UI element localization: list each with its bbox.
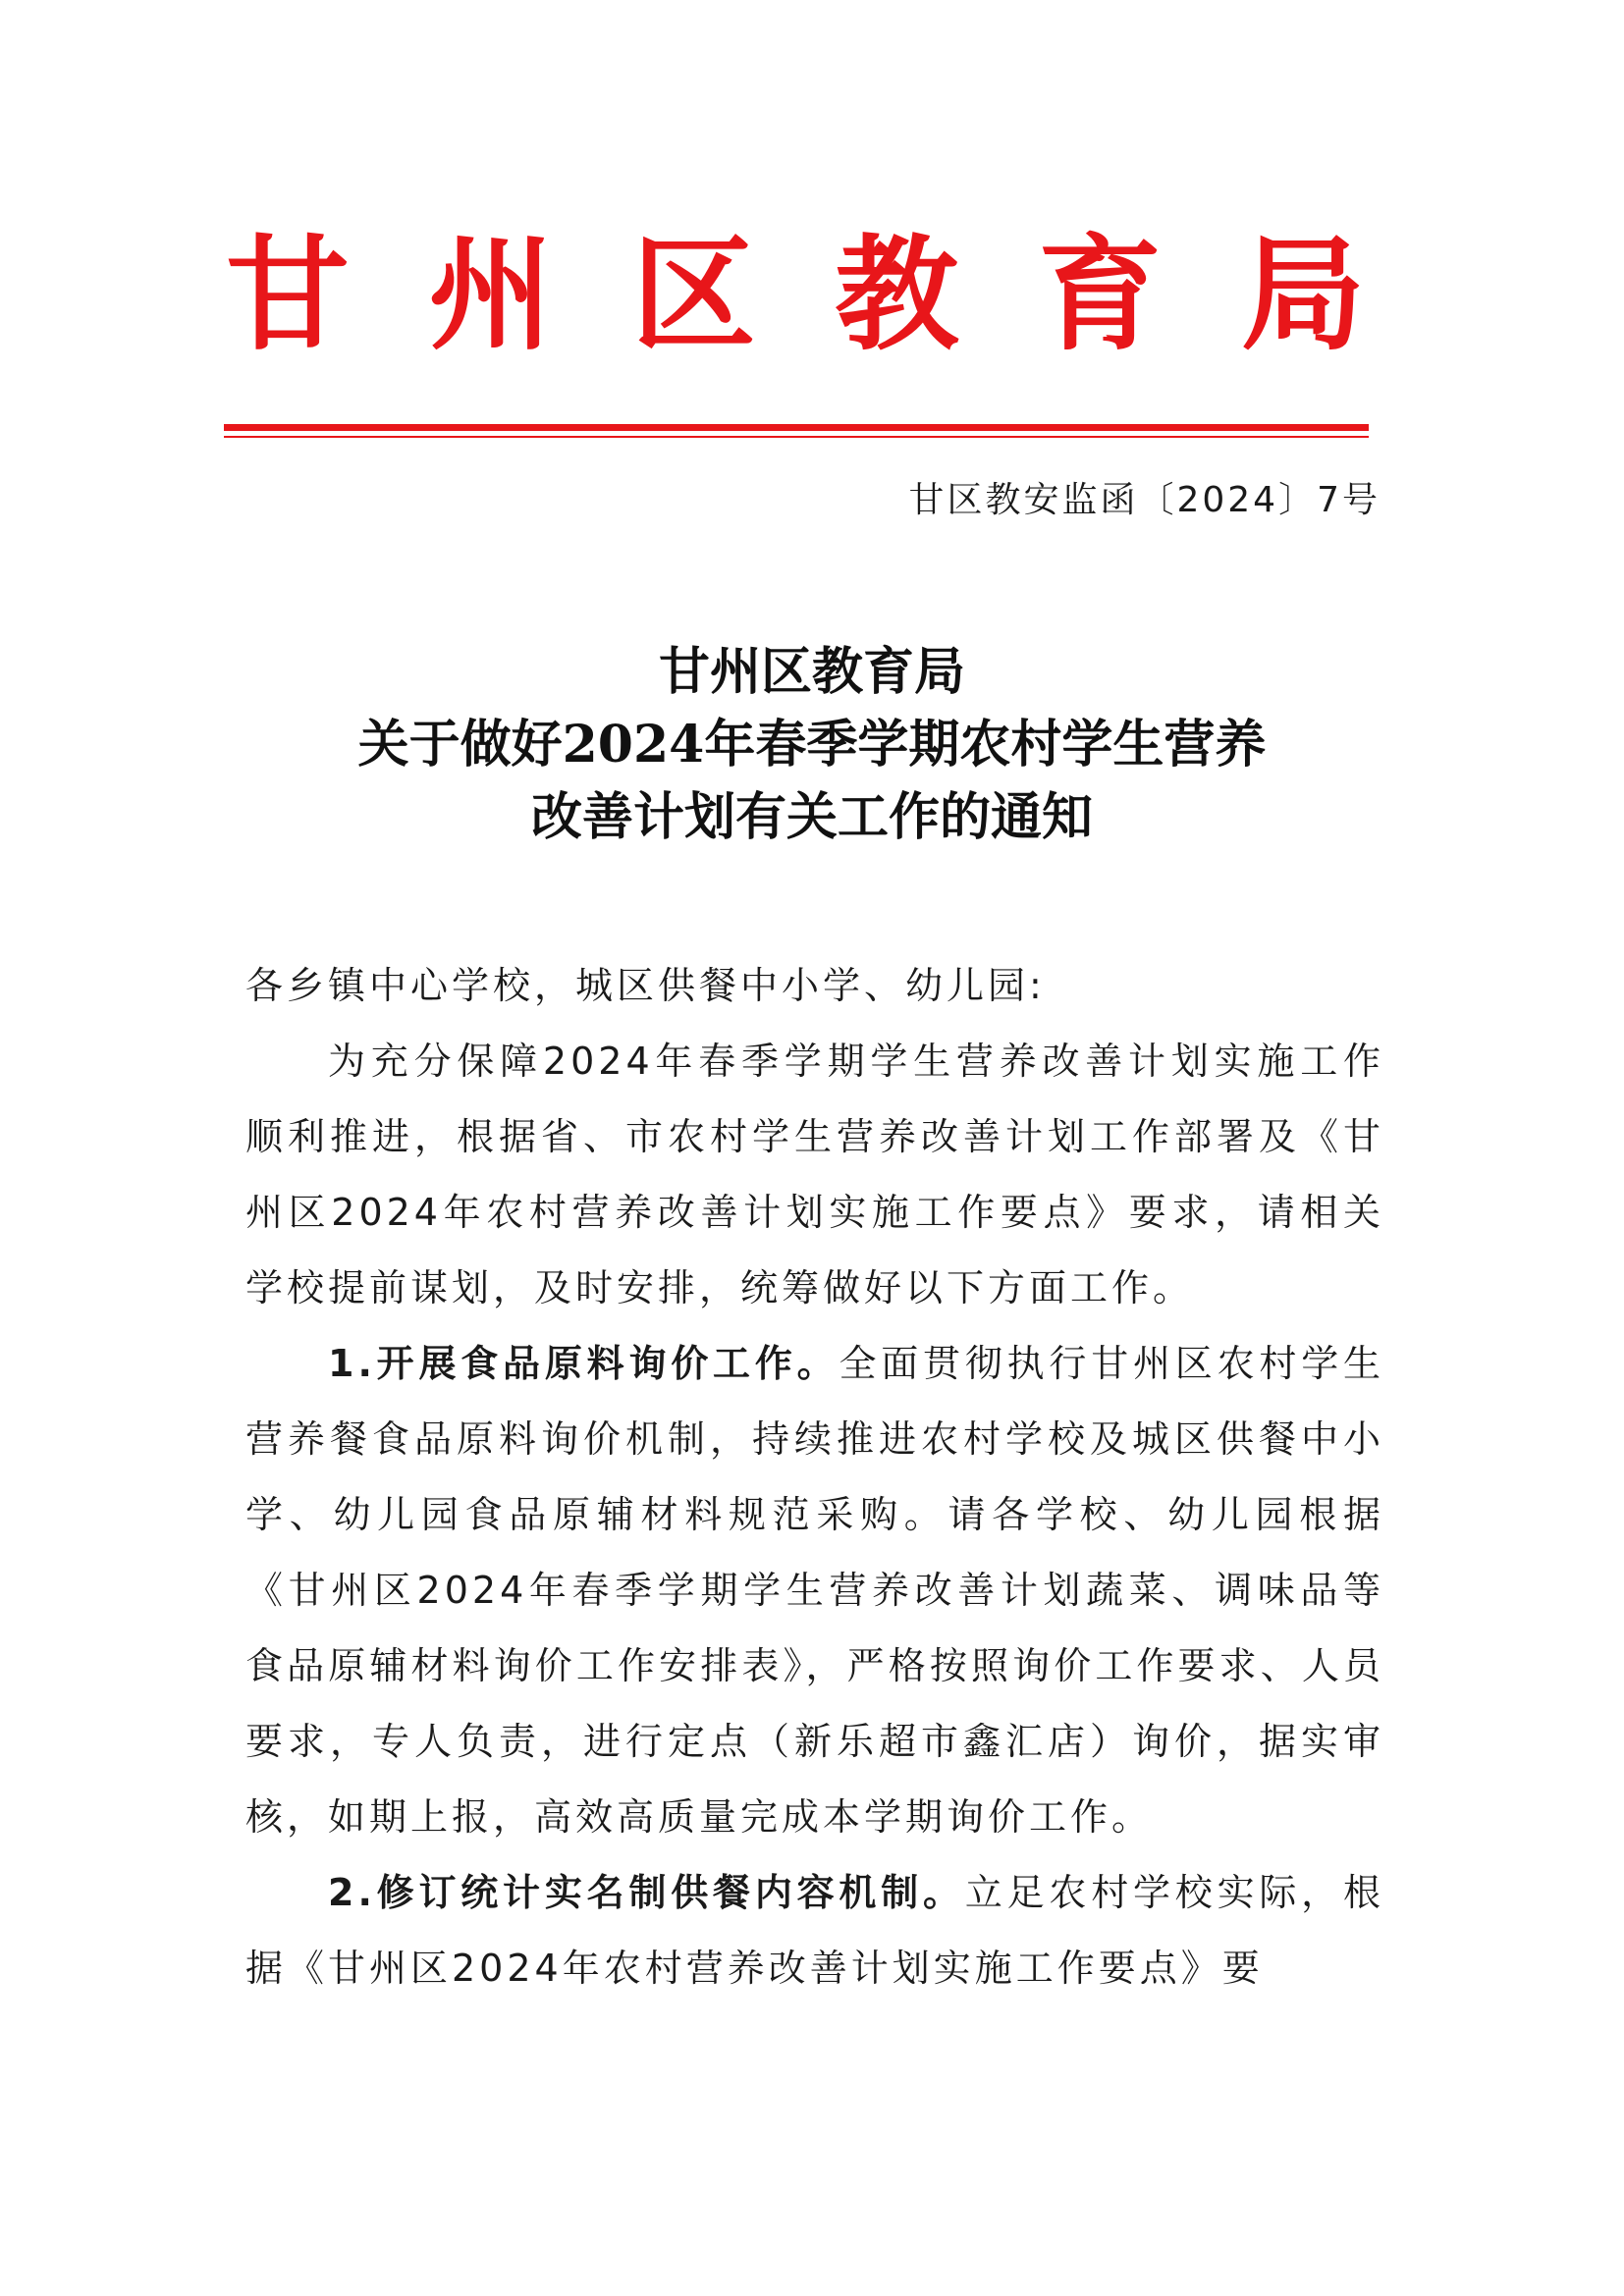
- document-number: 甘区教安监函〔2024〕7号: [908, 480, 1380, 520]
- title-line-3: 改善计划有关工作的通知: [530, 787, 1093, 847]
- masthead-char: 育: [1038, 222, 1163, 367]
- item-1-paragraph: [245, 1326, 1384, 1855]
- red-divider-thick: [224, 424, 1369, 431]
- masthead-char: 甘: [226, 222, 350, 367]
- masthead-char: 教: [835, 222, 959, 367]
- title-line-1: 甘州区教育局: [658, 642, 965, 702]
- masthead-char: 州: [428, 222, 553, 367]
- item-2-text: 立足农村学校实际，根据《甘州区2024年农村营养改善计划实施工作要点》要: [245, 1871, 1384, 1990]
- item-1-heading: 1.开展食品原料询价工作。: [328, 1342, 839, 1385]
- item-1-text: 全面贯彻执行甘州区农村学生营养餐食品原料询价机制，持续推进农村学校及城区供餐中小学、幼儿园食品原辅材料规范采购。请各学校、幼儿园根据《甘州区2024年春季学期学生营养改善计划蔬菜、调味品等食品原辅材料询价工作安排表》，严格按照询价工作要求、人员要求，专人负责，进行定点（新乐超市鑫汇店）询价，据实审核，如期上报，高效高质量完成本学期询价工作。: [245, 1342, 1384, 1839]
- red-divider: [224, 424, 1369, 438]
- item-2-paragraph: [245, 1855, 1384, 2006]
- masthead-title: [226, 221, 1365, 368]
- red-divider-thin: [224, 436, 1369, 438]
- title-line-2: 关于做好2024年春季学期农村学生营养: [357, 715, 1267, 774]
- masthead-char: 区: [631, 222, 756, 367]
- masthead-char: 局: [1240, 222, 1365, 367]
- item-2-heading: 2.修订统计实名制供餐内容机制。: [328, 1871, 965, 1914]
- salutation: 各乡镇中心学校，城区供餐中小学、幼儿园:: [245, 964, 1046, 1007]
- document-title: [196, 636, 1428, 854]
- document-body: [245, 948, 1384, 2006]
- intro-paragraph: 为充分保障2024年春季学期学生营养改善计划实施工作顺利推进，根据省、市农村学生营养改善计划工作部署及《甘州区2024年农村营养改善计划实施工作要点》要求，请相关学校提前谋划，及时安排，统筹做好以下方面工作。: [245, 1040, 1384, 1309]
